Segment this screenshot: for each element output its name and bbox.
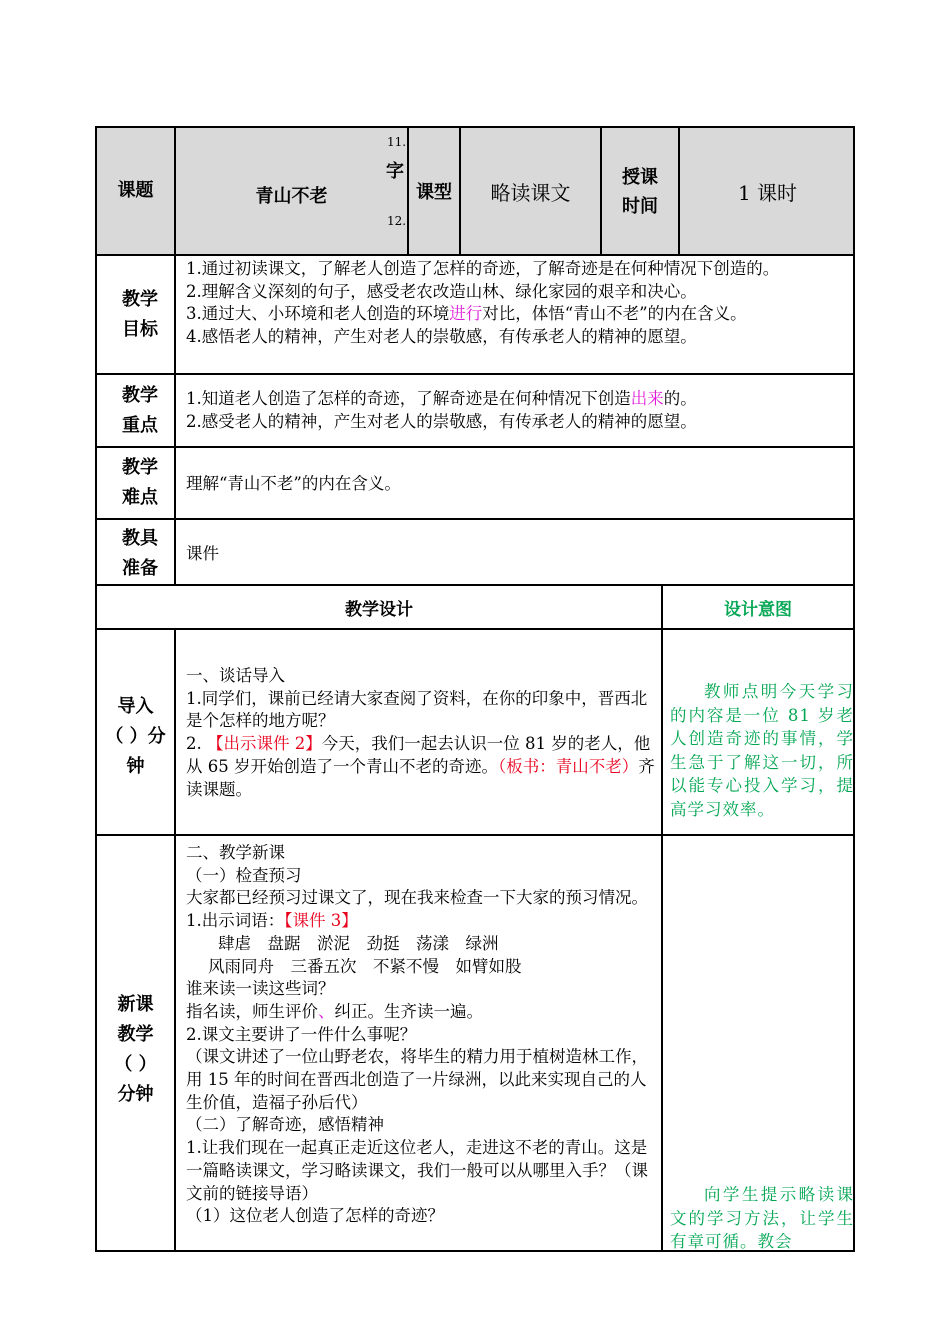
courseware-2-tag: 【出示课件 2】 — [207, 734, 322, 754]
new-lesson-label-line4: 分钟 — [117, 1084, 154, 1105]
answer: （课文讲述了一位山野老农，将毕生的精力用于植树造林工作，用 15 年的时间在晋西北创造了一片绿洲，以此来实现自己的人生价值，造福子孙后代） — [186, 1047, 648, 1112]
key-point-1-highlight: 出来 — [630, 389, 664, 408]
q-read: 谁来读一读这些词？ — [186, 979, 335, 999]
time-label: 授课时间 — [622, 167, 658, 217]
goal-3: 3.通过大、小环境和老人创造的环境进行对比，体悟“青山不老”的内在含义。 — [186, 304, 747, 324]
new-lesson-intent-text: 向学生提示略读课文的学习方法，让学生有章可循。教会 — [670, 1185, 854, 1251]
words-row-1: 肆虐 盘踞 淤泥 劲挺 荡漾 绿洲 — [218, 933, 499, 953]
new-lesson-label-line3: （ ） — [114, 1054, 157, 1075]
difficulty-label: 教学难点 — [122, 457, 158, 508]
new-lesson-label-line2: 教学 — [117, 1024, 154, 1045]
new-lesson-intent — [670, 1183, 854, 1253]
key-points-label: 教学重点 — [122, 385, 158, 436]
intro-label — [97, 692, 174, 782]
intro-label-line3: 钟 — [126, 756, 145, 777]
intro-p2-text: 今天，我们一起去认识一位 81 岁的老人，他从 65 岁开始创造了一个青山不老的奇迹。 — [186, 734, 651, 776]
intro-intent-text: 教师点明今天学习的内容是一位 81 岁老人创造奇迹的事情，学生急于了解这一切，所以能专心投入学习，提高学习效率。 — [670, 682, 854, 819]
words-intro: 1.出示词语：【课件 3】 — [186, 911, 358, 931]
intro-p2-end: 齐读课题。 — [186, 756, 655, 799]
key-points-text — [186, 388, 852, 443]
q-main: 2.课文主要讲了一件什么事呢？ — [186, 1024, 417, 1044]
eval-line: 指名读，师生评价、纠正。生齐读一遍。 — [186, 1001, 483, 1021]
intro-label-line2: （ ）分 — [105, 726, 166, 747]
type-value: 略读课文 — [490, 180, 571, 205]
footnote-12: 12. — [387, 214, 407, 228]
q1: （1）这位老人创造了怎样的奇迹？ — [186, 1206, 444, 1226]
type-label: 课型 — [416, 182, 452, 203]
intent-label: 设计意图 — [724, 599, 792, 620]
key-point-1: 1.知道老人创造了怎样的奇迹，了解奇迹是在何种情况下创造出来的。 — [186, 389, 697, 408]
courseware-3-tag: 【课件 3】 — [284, 911, 358, 931]
goals-text — [186, 258, 852, 373]
hours-value: 1 课时 — [737, 180, 798, 205]
goal-2: 2.理解含义深刻的句子，感受老农改造山林、绿化家园的艰辛和决心。 — [186, 281, 697, 301]
topic-value: 青山不老 — [255, 186, 328, 207]
footnote-11: 11. — [387, 135, 407, 149]
intro-intent — [670, 680, 854, 830]
design-label: 教学设计 — [345, 599, 413, 620]
new-lesson-content — [186, 842, 660, 1250]
footnote-char: 字 — [386, 161, 404, 182]
intro-p2 — [186, 733, 660, 801]
goal-1: 1.通过初读课文，了解老人创造了怎样的奇迹，了解奇迹是在何种情况下创造的。 — [186, 259, 780, 278]
new-sub1: （一）检查预习 — [186, 865, 302, 885]
new-lesson-label-line1: 新课 — [117, 994, 154, 1015]
key-point-2: 2.感受老人的精神，产生对老人的崇敬感，有传承老人的精神的愿望。 — [186, 411, 697, 431]
new-heading: 二、教学新课 — [186, 843, 285, 862]
new-preview: 大家都已经预习过课文了，现在我来检查一下大家的预习情况。 — [186, 888, 648, 908]
new-lesson-label — [97, 990, 174, 1110]
words-row-2: 风雨同舟 三番五次 不紧不慢 如臂如股 — [208, 956, 522, 976]
intro-p1: 1.同学们，课前已经请大家查阅了资料，在你的印象中，晋西北是个怎样的地方呢？ — [186, 688, 648, 731]
board-note: （板书：青山不老） — [498, 756, 639, 776]
topic-label: 课题 — [117, 180, 154, 201]
goal-3-highlight: 进行 — [449, 304, 483, 324]
goal-4: 4.感悟老人的精神，产生对老人的崇敬感，有传承老人的精神的愿望。 — [186, 327, 697, 347]
intro-label-line1: 导入 — [117, 696, 154, 717]
tools-text: 课件 — [186, 544, 219, 563]
intro-p2-num: 2. — [186, 734, 202, 754]
sub2: （二）了解奇迹，感悟精神 — [186, 1115, 384, 1135]
goals-label: 教学目标 — [122, 289, 158, 340]
p-read: 1.让我们现在一起真正走近这位老人，走进这不老的青山。这是一篇略读课文，学习略读课文，我们一般可以从哪里入手？（课文前的链接导语） — [186, 1138, 648, 1203]
difficulty-text: 理解“青山不老”的内在含义。 — [186, 474, 401, 493]
tools-label: 教具准备 — [122, 528, 158, 579]
intro-content — [186, 665, 660, 830]
intro-heading: 一、谈话导入 — [186, 666, 285, 685]
